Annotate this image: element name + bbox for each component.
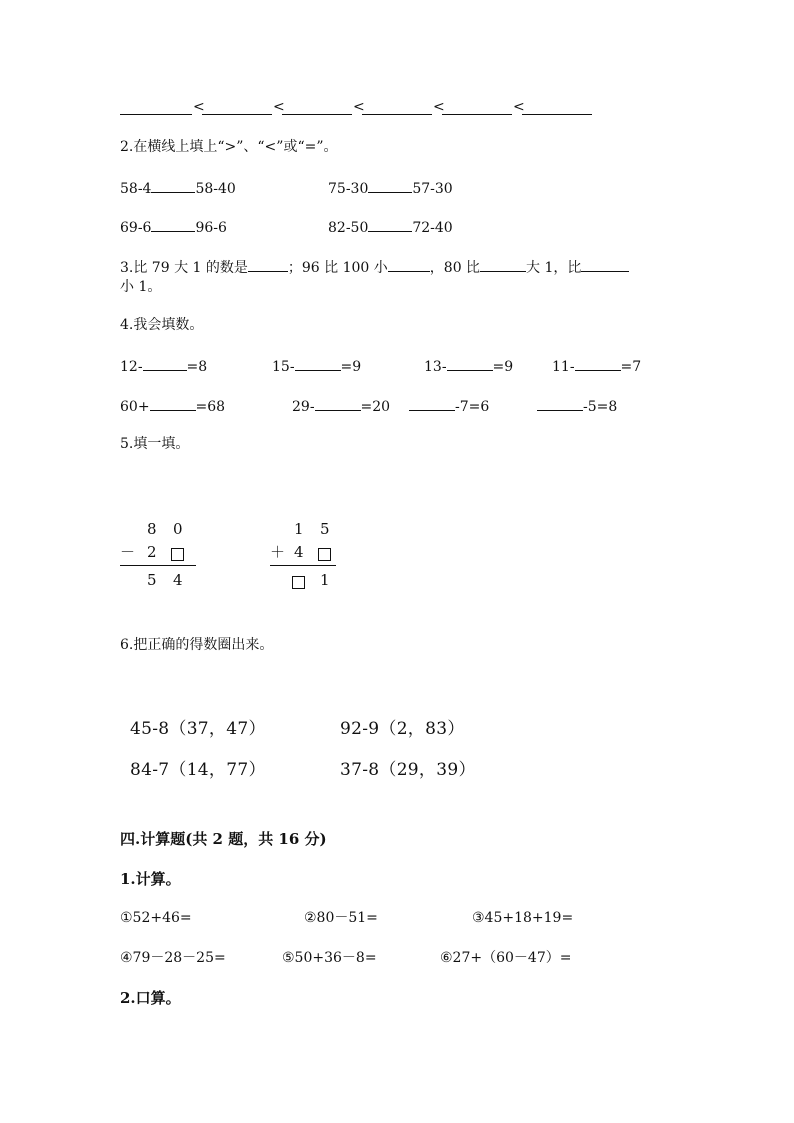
fill-item: -5=8 (537, 396, 617, 416)
calc-item: ⑥27+（60－47）= (440, 950, 572, 966)
sum-line (120, 565, 196, 566)
compare-item (328, 217, 453, 237)
circle-choice-item[interactable]: 92-9（2，83） (340, 719, 465, 739)
answer-blank[interactable] (150, 396, 196, 411)
compare-item (120, 178, 236, 198)
digit: 4 (173, 571, 183, 589)
question-text: ，80 比 (429, 260, 481, 276)
less-than-sign: < (513, 99, 525, 115)
digit: 1 (320, 571, 330, 589)
expr-left: 58-4 (120, 181, 152, 197)
section-5-title: 5.填一填。 (120, 436, 190, 452)
less-than-sign: < (193, 99, 205, 115)
circle-choice-item[interactable]: 37-8（29，39） (340, 760, 476, 780)
empty-digit-box[interactable] (292, 573, 305, 592)
less-than-sign: < (353, 99, 365, 115)
expr-right: 58-40 (195, 181, 236, 197)
answer-blank[interactable] (143, 356, 187, 371)
circle-choice-item[interactable]: 45-8（37，47） (130, 719, 266, 739)
answer-blank[interactable] (315, 396, 361, 411)
expr-left: 82-50 (328, 220, 369, 236)
question-2-title: 2.口算。 (120, 989, 181, 1007)
compare-item (328, 178, 453, 198)
expr-left: 75-30 (328, 181, 369, 197)
compare-item (120, 217, 227, 237)
answer-blank[interactable] (575, 356, 621, 371)
less-than-sign: < (273, 99, 285, 115)
answer-blank[interactable] (202, 114, 272, 115)
fill-item: 15- =9 (272, 356, 361, 376)
answer-blank[interactable] (409, 396, 455, 411)
calc-item: ②80－51= (304, 910, 378, 926)
section-3-line1 (120, 257, 629, 277)
calc-item: ③45+18+19= (472, 910, 574, 926)
fill-item: -7=6 (409, 396, 489, 416)
less-than-sign: < (433, 99, 445, 115)
fill-item: 12- =8 (120, 356, 207, 376)
answer-blank[interactable] (368, 178, 412, 193)
calc-item: ⑤50+36－8= (282, 950, 377, 966)
empty-digit-box[interactable] (171, 545, 184, 564)
digit: 2 (147, 543, 157, 561)
calc-item: ④79－28－25= (120, 950, 226, 966)
section-6-title: 6.把正确的得数圈出来。 (120, 637, 274, 653)
fill-item: 13- =9 (424, 356, 513, 376)
answer-blank[interactable] (362, 114, 432, 115)
answer-blank[interactable] (442, 114, 512, 115)
digit: 5 (147, 571, 157, 589)
digit: 8 (147, 520, 157, 538)
question-text: 3.比 79 大 1 的数是 (120, 260, 248, 276)
question-1-title: 1.计算。 (120, 870, 181, 888)
calc-item: ①52+46= (120, 910, 192, 926)
digit: 5 (320, 520, 330, 538)
answer-blank[interactable] (282, 114, 352, 115)
question-text: 大 1，比 (526, 260, 582, 276)
answer-blank[interactable] (447, 356, 493, 371)
digit: 0 (173, 520, 183, 538)
digit: 1 (294, 520, 304, 538)
section-2-title: 2.在横线上填上“>”、“<”或“=”。 (120, 139, 338, 155)
answer-blank[interactable] (480, 257, 526, 272)
expr-left: 69-6 (120, 220, 152, 236)
minus-sign: － (120, 543, 136, 561)
question-text: ；96 比 100 小 (287, 260, 388, 276)
expr-right: 96-6 (195, 220, 227, 236)
answer-blank[interactable] (295, 356, 341, 371)
empty-digit-box[interactable] (318, 545, 331, 564)
expr-right: 57-30 (412, 181, 453, 197)
answer-blank[interactable] (248, 257, 288, 272)
section-4-title: 4.我会填数。 (120, 317, 204, 333)
sum-line (270, 565, 336, 566)
answer-blank[interactable] (537, 396, 583, 411)
answer-blank[interactable] (151, 217, 195, 232)
expr-right: 72-40 (412, 220, 453, 236)
fill-item: 29- =20 (292, 396, 390, 416)
answer-blank[interactable] (388, 257, 430, 272)
answer-blank[interactable] (120, 114, 192, 115)
answer-blank[interactable] (368, 217, 412, 232)
fill-item: 11- =7 (552, 356, 641, 376)
circle-choice-item[interactable]: 84-7（14，77） (130, 760, 266, 780)
section-3-line2: 小 1。 (120, 279, 162, 295)
answer-blank[interactable] (151, 178, 195, 193)
answer-blank[interactable] (522, 114, 592, 115)
answer-blank[interactable] (581, 257, 629, 272)
digit: 4 (294, 543, 304, 561)
fill-item: 60+ =68 (120, 396, 225, 416)
plus-sign: ＋ (270, 543, 286, 561)
section-four-heading: 四.计算题(共 2 题，共 16 分) (120, 830, 327, 848)
